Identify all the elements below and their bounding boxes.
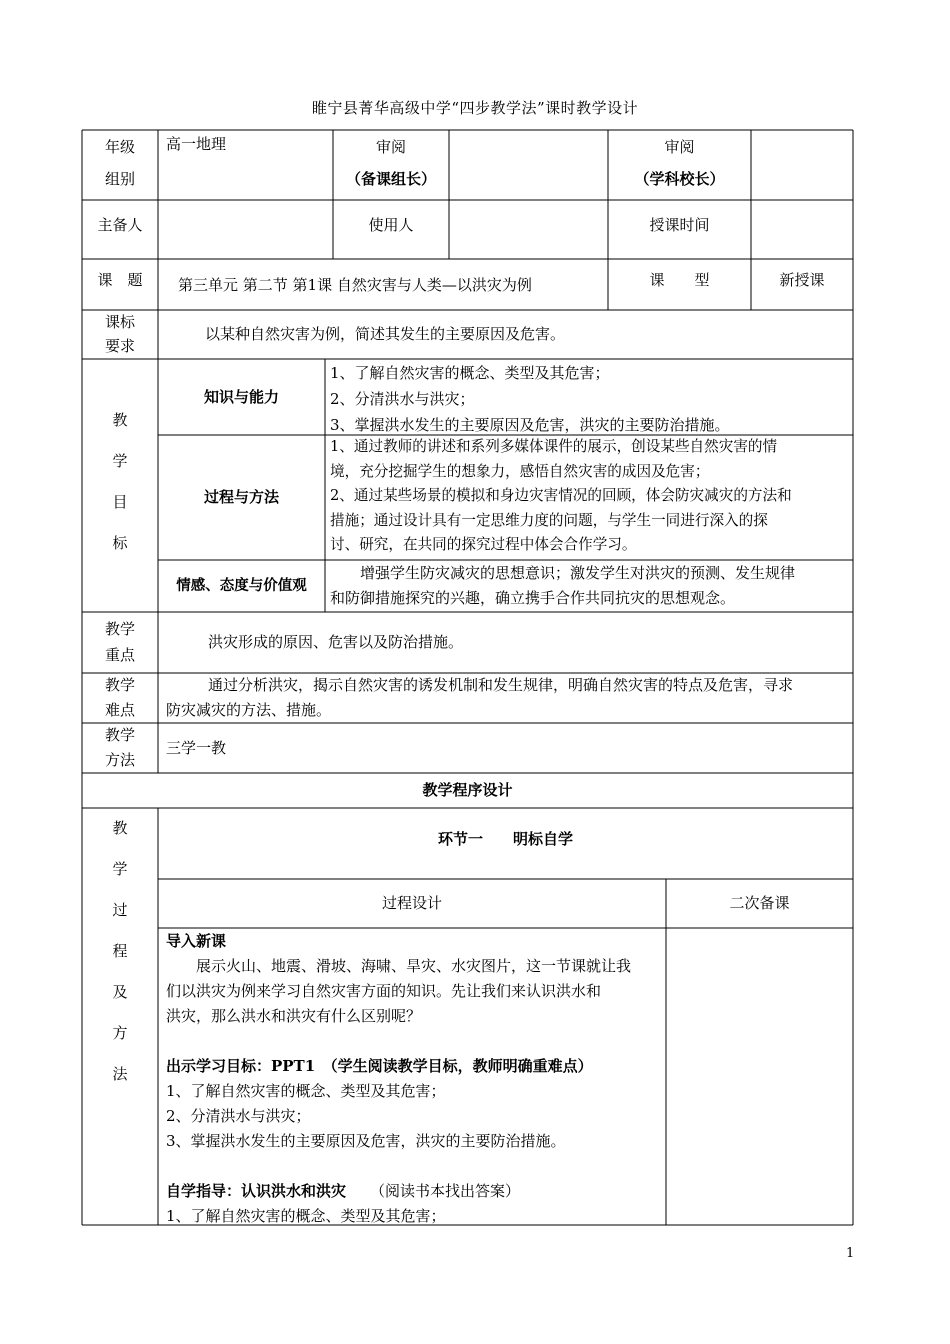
key-point-label	[82, 616, 158, 668]
knowledge-line: 1、了解自然灾害的概念、类型及其危害；	[330, 364, 610, 382]
self-study-line	[166, 1179, 661, 1204]
goals-label-char: 目	[112, 493, 128, 511]
process-label: 过程与方法	[203, 488, 279, 506]
process-line: 讨、研究，在共同的探究过程中体会合作学习。	[330, 536, 637, 554]
process-design-content	[166, 929, 661, 1229]
review-leader-label: 审阅	[375, 138, 406, 156]
difficult-line: 通过分析洪灾，揭示自然灾害的诱发机制和发生规律，明确自然灾害的特点及危害，寻求	[208, 676, 794, 694]
emotion-line: 和防御措施探究的兴趣，确立携手合作共同抗灾的思想观念。	[330, 589, 736, 607]
topic-value: 第三单元 第二节 第1课 自然灾害与人类—以洪灾为例	[178, 276, 532, 294]
method-label	[82, 723, 158, 773]
review-principal-sub: （学科校长）	[634, 170, 725, 188]
method-value: 三学一教	[166, 739, 227, 757]
knowledge-line: 2、分清洪水与洪灾；	[330, 390, 475, 408]
knowledge-line: 3、掌握洪水发生的主要原因及危害，洪灾的主要防治措施。	[330, 416, 730, 434]
review-principal-signature[interactable]	[751, 131, 853, 200]
knowledge-lines	[330, 360, 850, 438]
standard-label	[82, 310, 158, 358]
standard-label-line2: 要求	[104, 337, 135, 355]
document-title: 睢宁县菁华高级中学“四步教学法”课时教学设计	[311, 99, 639, 117]
process-line: 措施；通过设计具有一定思维力度的问题，与学生一同进行深入的探	[330, 511, 768, 529]
review-principal-cell	[608, 131, 751, 195]
grade-value: 高一地理	[166, 135, 227, 153]
goal-line: 3、掌握洪水发生的主要原因及危害，洪灾的主要防治措施。	[166, 1132, 566, 1150]
self-note: （阅读书本找出答案）	[370, 1182, 521, 1200]
goals-label-char: 教	[112, 411, 128, 429]
side-char: 程	[112, 942, 128, 960]
type-label: 课 型	[649, 271, 710, 289]
goal-line: 1、了解自然灾害的概念、类型及其危害；	[166, 1082, 446, 1100]
procedure-side-label	[82, 808, 158, 1095]
preparer-value[interactable]	[158, 201, 333, 259]
side-char: 过	[112, 901, 128, 919]
emotion-label: 情感、态度与价值观	[176, 577, 307, 594]
col-process-header: 过程设计	[381, 894, 442, 912]
key-point-value: 洪灾形成的原因、危害以及防治措施。	[208, 633, 464, 651]
difficult-line: 防灾减灾的方法、措施。	[166, 701, 332, 719]
emotion-lines	[330, 561, 850, 611]
difficult-point-label-line2: 难点	[104, 701, 135, 719]
review-principal-label: 审阅	[664, 138, 695, 156]
side-char: 方	[112, 1024, 128, 1042]
goals-label-char: 标	[112, 534, 128, 552]
process-line: 境，充分挖掘学生的想象力，感悟自然灾害的成因及危害；	[330, 462, 710, 480]
side-char: 学	[112, 860, 128, 878]
grade-label-line1: 年级	[104, 138, 135, 156]
knowledge-label: 知识与能力	[203, 388, 279, 406]
procedure-title: 教学程序设计	[422, 781, 513, 799]
grade-label	[82, 131, 158, 195]
page-number: 1	[846, 1246, 855, 1261]
emotion-line: 增强学生防灾减灾的思想意识；激发学生对洪灾的预测、发生规律	[360, 564, 796, 582]
goal-line: 2、分清洪水与洪灾；	[166, 1107, 311, 1125]
side-char: 及	[112, 983, 128, 1001]
user-value[interactable]	[449, 201, 608, 259]
grade-label-line2: 组别	[104, 170, 135, 188]
method-label-line2: 方法	[104, 751, 135, 769]
method-label-line1: 教学	[104, 726, 135, 744]
user-label: 使用人	[368, 216, 414, 234]
col-second-header: 二次备课	[729, 894, 790, 912]
process-lines	[330, 435, 850, 558]
topic-label: 课 题	[97, 271, 143, 289]
self-heading: 自学指导：认识洪水和洪灾	[166, 1182, 347, 1200]
key-point-label-line1: 教学	[104, 620, 135, 638]
spacer	[166, 1029, 661, 1054]
difficult-point-value	[166, 673, 851, 723]
key-point-label-line2: 重点	[104, 646, 135, 664]
teach-time-label: 授课时间	[649, 216, 710, 234]
self-line: 1、了解自然灾害的概念、类型及其危害；	[166, 1207, 446, 1225]
process-line: 2、通过某些场景的模拟和身边灾害情况的回顾，体会防灾减灾的方法和	[330, 487, 792, 505]
type-value: 新授课	[779, 271, 825, 289]
side-char: 教	[112, 819, 128, 837]
difficult-point-label	[82, 673, 158, 723]
difficult-point-label-line1: 教学	[104, 676, 135, 694]
standard-label-line1: 课标	[104, 313, 135, 331]
process-line: 1、通过教师的讲述和系列多媒体课件的展示，创设某些自然灾害的情	[330, 438, 778, 455]
stage-title: 环节一 明标自学	[437, 830, 573, 848]
intro-line: 展示火山、地震、滑坡、海啸、旱灾、水灾图片，这一节课就让我	[196, 957, 632, 975]
spacer	[166, 1154, 661, 1179]
review-leader-sub: （备课组长）	[345, 170, 436, 188]
intro-line: 们以洪灾为例来学习自然灾害方面的知识。先让我们来认识洪水和	[166, 982, 602, 1000]
intro-line: 洪灾，那么洪水和洪灾有什么区别呢？	[166, 1007, 422, 1025]
side-char: 法	[112, 1065, 128, 1083]
preparer-label: 主备人	[97, 216, 143, 234]
second-prep-cell[interactable]	[666, 929, 853, 1225]
intro-heading: 导入新课	[166, 932, 227, 950]
goal-heading: 出示学习目标：PPT1 （学生阅读教学目标，教师明确重难点）	[166, 1057, 593, 1075]
goals-label-char: 学	[112, 452, 128, 470]
review-leader-signature[interactable]	[449, 131, 608, 200]
review-leader-cell	[333, 131, 449, 195]
goals-label	[82, 400, 158, 564]
teach-time-value[interactable]	[751, 201, 853, 259]
standard-value: 以某种自然灾害为例，简述其发生的主要原因及危害。	[205, 325, 566, 343]
